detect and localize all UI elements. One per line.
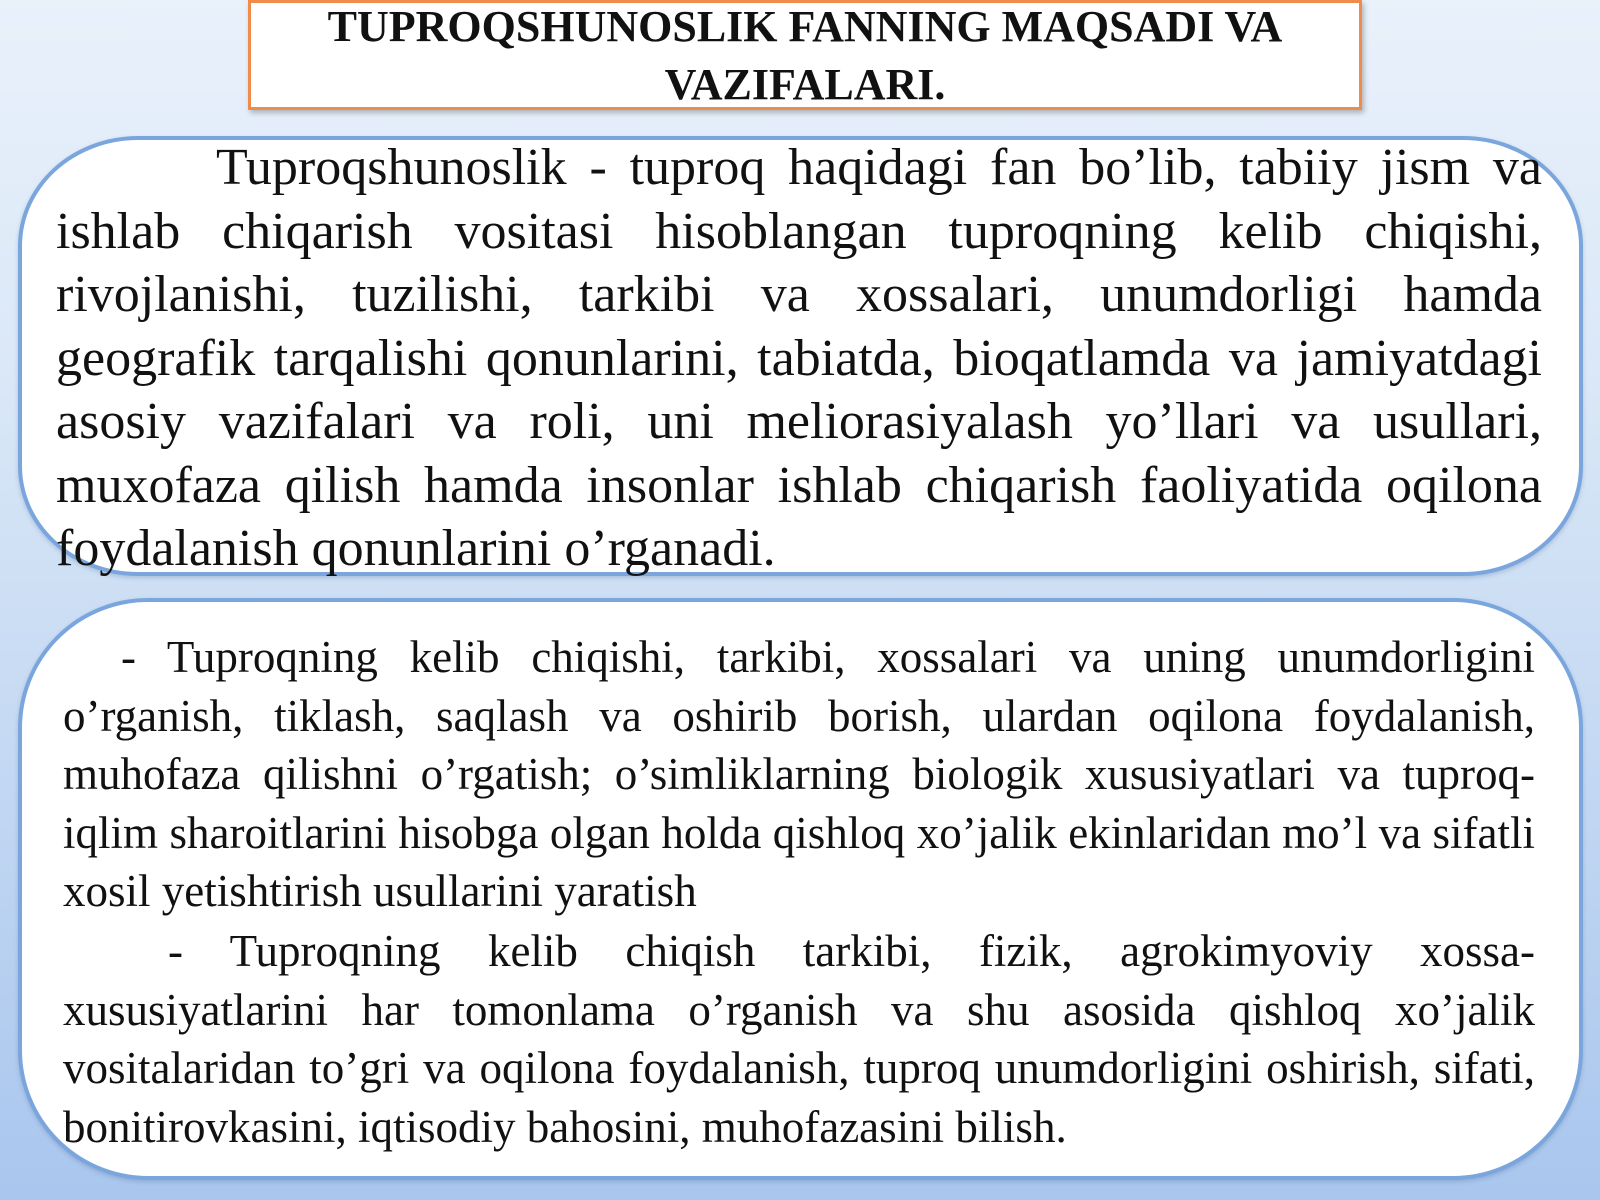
goal-item: - Tuproqning kelib chiqish tarkibi, fizik, agrokimyoviy xossa-xususiyatlarini har tomonlama o’rganish va shu asosida qishloq xo’jalik vositalaridan to’gri va oqilona foydalanish, tuproq unumdorligini oshirish, sifati, bonitirovkasini, iqtisodiy bahosini, muhofazasini bilish. bbox=[63, 926, 1535, 1152]
title-box bbox=[248, 0, 1362, 110]
definition-text: Tuproqshunoslik - tuproq haqidagi fan bo’lib, tabiiy jism va ishlab chiqarish vositasi hisoblangan tuproqning kelib chiqishi, rivojlanishi, tuzilishi, tarkibi va xossalari, unumdorligi hamda geografik tarqalishi qonunlarini, tabiatda, bioqatlamda va jamiyatdagi asosiy vazifalari va roli, uni meliorasiyalash yo’llari va usullari, muxofaza qilish hamda insonlar ishlab chiqarish faoliyatida oqilona foydalanish qonunlarini o’rganadi. bbox=[56, 139, 1542, 577]
slide-title: TUPROQSHUNOSLIK FANNING MAQSADI VA VAZIFALARI. bbox=[327, 2, 1283, 109]
goal-item: - Tuproqning kelib chiqishi, tarkibi, xossalari va uning unumdorligini o’rganish, tiklash, saqlash va oshirib borish, ulardan oqilona foydalanish, muhofaza qilishni o’rgatish; o’simliklarning biologik xususiyatlari va tuproq-iqlim sharoitlarini hisobga olgan holda qishloq xo’jalik ekinlaridan mo’l va sifatli xosil yetishtirish usullarini yaratish bbox=[63, 632, 1535, 916]
